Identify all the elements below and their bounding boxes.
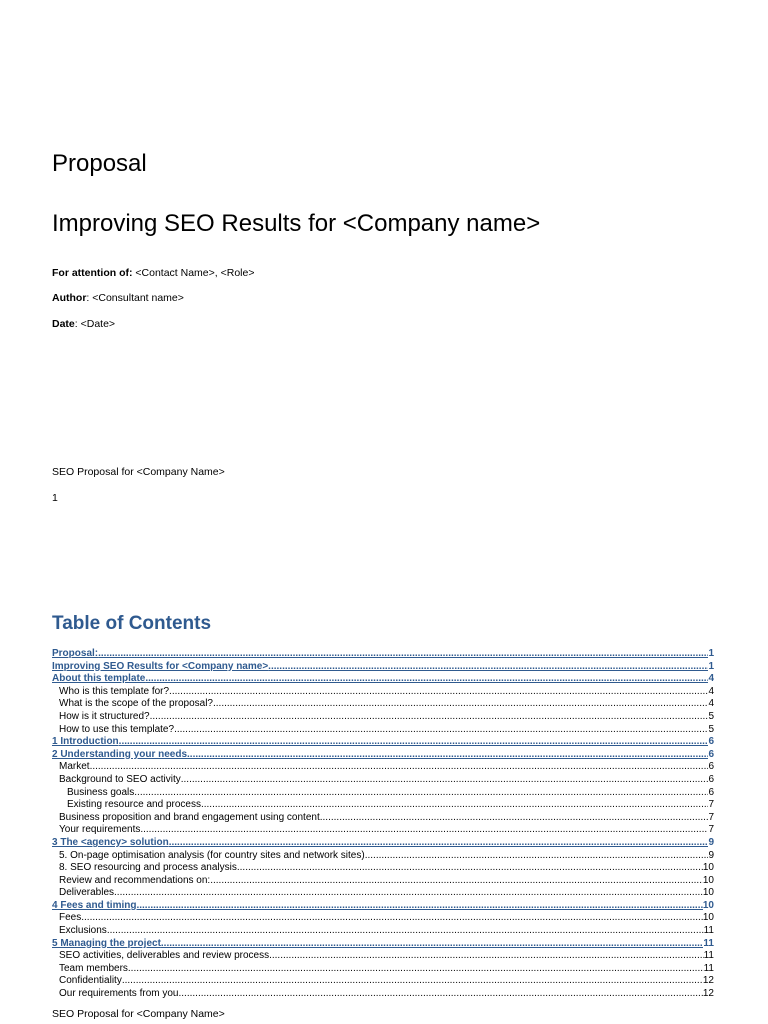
toc-entry-page: 6 [708,773,714,785]
author-line [52,292,184,304]
toc-entry-page: 4 [708,685,714,697]
toc-entry-title: 3 The <agency> solution [52,836,169,848]
toc-leader-dots [134,787,708,800]
toc-entry[interactable] [52,749,714,762]
toc-entry-page: 4 [708,673,714,685]
toc-entry[interactable] [52,648,714,661]
date-label: Date [52,318,75,330]
toc-entry-title: About this template [52,673,146,685]
toc-entry[interactable] [52,925,714,938]
toc-entry[interactable] [52,686,714,699]
toc-entry-title: Deliverables [59,887,115,899]
toc-entry[interactable] [52,975,714,988]
toc-entry[interactable] [52,938,714,951]
toc-entry-page: 7 [708,824,714,836]
toc-leader-dots [268,661,708,674]
toc-entry[interactable] [52,774,714,787]
toc-entry-page: 1 [708,648,714,659]
toc-entry-title: Our requirements from you [59,988,179,1000]
toc-entry[interactable] [52,850,714,863]
toc-leader-dots [269,950,704,963]
toc-leader-dots [122,975,703,988]
toc-entry[interactable] [52,661,714,674]
toc-leader-dots [128,963,704,976]
toc-leader-dots [201,799,708,812]
toc-entry[interactable] [52,988,714,1001]
toc-entry-page: 6 [708,761,714,773]
toc-entry[interactable] [52,673,714,686]
toc-entry-page: 7 [708,799,714,811]
toc-leader-dots [140,824,708,837]
date-line [52,318,115,330]
toc-entry[interactable] [52,799,714,812]
toc-entry-title: 1 Introduction [52,736,119,748]
toc-entry-page: 9 [708,836,714,848]
toc-entry-title: Business proposition and brand engagement using content [59,811,320,823]
toc-entry-title: Existing resource and process [67,799,201,811]
toc-leader-dots [213,698,708,711]
toc-leader-dots [98,648,708,661]
toc-footer: SEO Proposal for <Company Name> [52,1008,225,1020]
toc-entry[interactable] [52,875,714,888]
toc-entry[interactable] [52,900,714,913]
toc-entry-page: 11 [703,925,714,937]
toc-leader-dots [90,761,709,774]
toc-entry-title: 8. SEO resourcing and process analysis [59,862,237,874]
toc-leader-dots [169,837,709,850]
toc-entry-title: Market [59,761,90,773]
toc-leader-dots [237,862,703,875]
toc-entry-page: 10 [702,887,714,899]
toc-entry-title: 5 Managing the project [52,937,161,949]
toc-entry-page: 12 [702,975,714,987]
toc-leader-dots [136,900,702,913]
attention-value: <Contact Name>, <Role> [132,267,255,279]
toc-entry-page: 11 [703,962,714,974]
toc-entry[interactable] [52,950,714,963]
toc-leader-dots [81,912,703,925]
toc-entry-title: How is it structured? [59,710,150,722]
toc-entry-page: 11 [703,950,714,962]
toc-entry-page: 6 [708,748,714,760]
toc-leader-dots [114,887,703,900]
date-value: : <Date> [74,318,116,330]
toc-leader-dots [181,774,709,787]
toc-entry-title: Who is this template for? [59,685,170,697]
page-number: 1 [52,492,58,504]
toc-entry-title: 4 Fees and timing [52,899,137,911]
toc-leader-dots [179,988,703,1001]
toc-entry-page: 10 [702,874,714,886]
toc-entry-title: Your requirements [59,824,141,836]
toc-entry[interactable] [52,963,714,976]
toc-entry[interactable] [52,862,714,875]
document-title: Proposal [52,150,147,177]
attention-label: For attention of: [52,267,133,279]
toc-entry[interactable] [52,912,714,925]
toc-entry-page: 6 [708,736,714,748]
toc-entry-page: 6 [708,786,714,798]
toc-entry-page: 5 [708,723,714,735]
document-subtitle: Improving SEO Results for <Company name> [52,210,541,237]
toc-entry-title: Exclusions [59,925,107,937]
toc-leader-dots [107,925,704,938]
toc-entry-page: 12 [702,988,714,1000]
toc-entry-page: 1 [708,660,714,672]
toc-entry-page: 10 [702,899,714,911]
toc-leader-dots [150,711,709,724]
toc-entry-page: 11 [703,937,714,949]
table-of-contents [52,648,714,1001]
toc-entry-title: Review and recommendations on: [59,874,211,886]
toc-leader-dots [210,875,703,888]
toc-leader-dots [119,736,709,749]
toc-entry[interactable] [52,736,714,749]
toc-entry-page: 9 [708,849,714,861]
toc-entry-title: Proposal: [52,648,99,659]
toc-leader-dots [161,938,704,951]
toc-entry[interactable] [52,812,714,825]
toc-entry-title: Confidentiality [59,975,122,987]
toc-entry-page: 7 [708,811,714,823]
toc-leader-dots [174,724,708,737]
toc-entry-title: What is the scope of the proposal? [59,698,213,710]
toc-entry-page: 10 [702,862,714,874]
toc-entry[interactable] [52,724,714,737]
toc-entry-title: SEO activities, deliverables and review process [59,950,270,962]
toc-entry[interactable] [52,837,714,850]
author-value: : <Consultant name> [86,292,184,304]
toc-leader-dots [365,850,709,863]
toc-entry-page: 4 [708,698,714,710]
author-label: Author [52,292,87,304]
toc-leader-dots [187,749,708,762]
toc-entry-title: Background to SEO activity [59,773,181,785]
toc-entry-title: Fees [59,912,82,924]
toc-entry-title: Team members [59,962,128,974]
attention-line [52,267,254,279]
toc-entry[interactable] [52,787,714,800]
toc-entry[interactable] [52,761,714,774]
toc-entry[interactable] [52,698,714,711]
toc-leader-dots [145,673,708,686]
toc-entry-title: How to use this template? [59,723,175,735]
toc-heading: Table of Contents [52,613,212,634]
toc-entry-title: 5. On-page optimisation analysis (for country sites and network sites) [59,849,365,861]
toc-entry-title: 2 Understanding your needs [52,748,188,760]
toc-leader-dots [320,812,709,825]
toc-entry-title: Business goals [67,786,135,798]
toc-entry[interactable] [52,824,714,837]
cover-footer: SEO Proposal for <Company Name> [52,466,225,478]
toc-entry[interactable] [52,711,714,724]
toc-entry-page: 10 [702,912,714,924]
toc-entry[interactable] [52,887,714,900]
toc-entry-title: Improving SEO Results for <Company name> [52,660,269,672]
toc-entry-page: 5 [708,710,714,722]
toc-leader-dots [169,686,708,699]
